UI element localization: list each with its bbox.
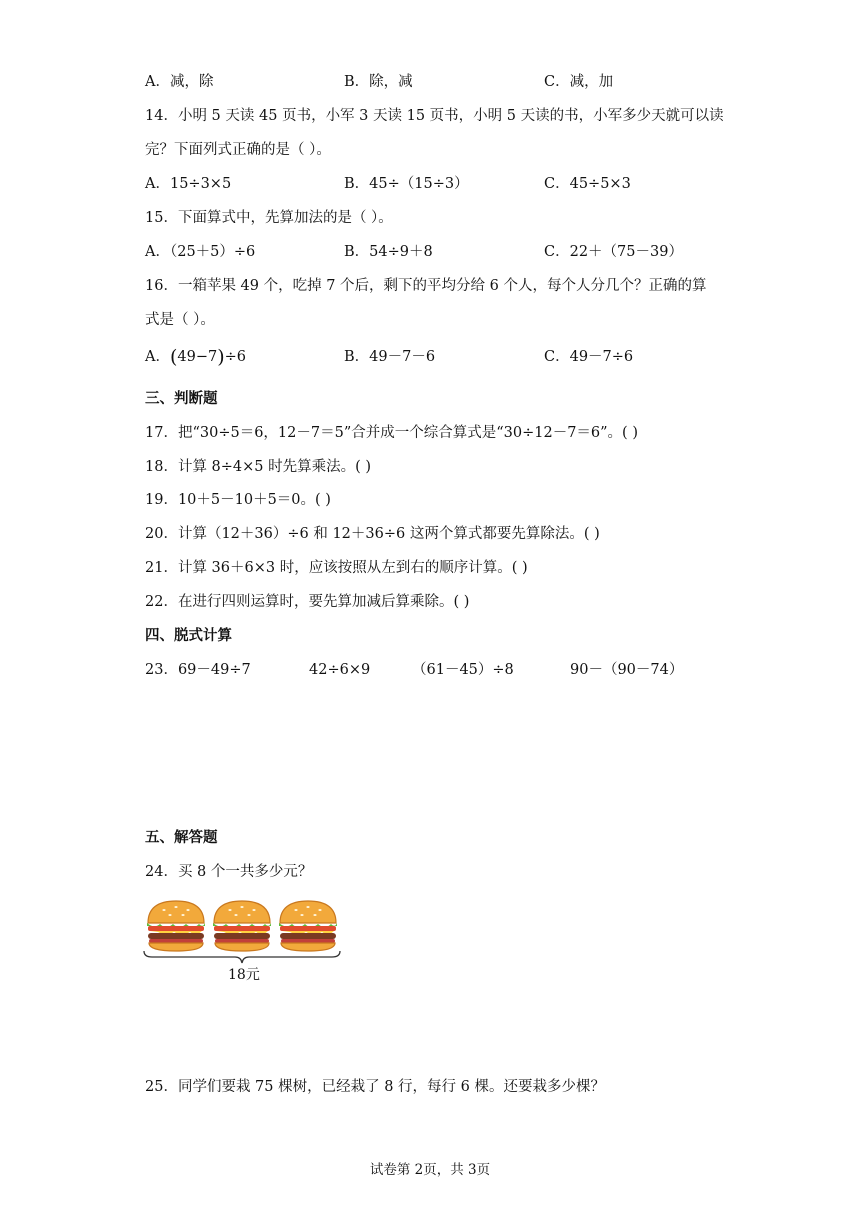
q23-item-1: 23．69－49÷7 xyxy=(145,662,251,678)
q16-option-a-tail: ÷6 xyxy=(224,349,247,365)
q16-stem-line2: 式是（ ）。 xyxy=(145,312,215,328)
q23-item-4: 90－（90－74） xyxy=(570,662,684,678)
judgment-17: 17．把“30÷5＝6，12－7＝5”合并成一个综合算式是“30÷12－7＝6”。( ) xyxy=(145,425,638,441)
q13-option-c: C．减，加 xyxy=(544,74,614,90)
q16-option-a-open-paren: ( xyxy=(169,346,178,368)
price-label: 18元 xyxy=(228,967,260,983)
section-title-judgment: 三、判断题 xyxy=(145,391,218,407)
q16-option-b: B．49－7－6 xyxy=(344,349,436,365)
q14-option-c: C．45÷5×3 xyxy=(544,176,631,192)
q16-stem-line1: 16．一箱苹果 49 个，吃掉 7 个后，剩下的平均分给 6 个人，每个人分几个？正确的算 xyxy=(145,278,707,294)
q23-item-2: 42÷6×9 xyxy=(309,662,371,678)
q15-option-a: A．（25＋5）÷6 xyxy=(145,244,256,260)
judgment-18: 18．计算 8÷4×5 时先算乘法。( ) xyxy=(145,459,372,475)
q14-stem-line2: 完？下面列式正确的是（ ）。 xyxy=(145,142,331,158)
q14-option-b: B．45÷（15÷3） xyxy=(344,176,469,192)
q13-option-b: B．除，减 xyxy=(344,74,413,90)
q16-option-a xyxy=(145,347,246,367)
q16-option-a-label: A． xyxy=(145,349,170,365)
judgment-19: 19．10＋5－10＋5＝0。( ) xyxy=(145,492,331,508)
q16-option-c: C．49－7÷6 xyxy=(544,349,634,365)
judgment-22: 22．在进行四则运算时，要先算加减后算乘除。( ) xyxy=(145,594,470,610)
q24-stem: 24．买 8 个一共多少元？ xyxy=(145,864,313,880)
q25-stem: 25．同学们要栽 75 棵树，已经栽了 8 行，每行 6 棵。还要栽多少棵？ xyxy=(145,1079,606,1095)
q15-option-b: B．54÷9＋8 xyxy=(344,244,433,260)
q16-option-a-inner: 49−7 xyxy=(177,349,218,365)
q14-stem-line1: 14．小明 5 天读 45 页书，小军 3 天读 15 页书，小明 5 天读的书，小军多少天就可以读 xyxy=(145,108,724,124)
q15-option-c: C．22＋（75－39） xyxy=(544,244,683,260)
section-title-calculation: 四、脱式计算 xyxy=(145,628,232,644)
q15-stem: 15．下面算式中，先算加法的是（ ）。 xyxy=(145,210,393,226)
judgment-21: 21．计算 36＋6×3 时，应该按照从左到右的顺序计算。( ) xyxy=(145,560,528,576)
judgment-20: 20．计算（12＋36）÷6 和 12＋36÷6 这两个算式都要先算除法。( ) xyxy=(145,526,600,542)
q14-option-a: A．15÷3×5 xyxy=(145,176,232,192)
q23-item-3: （61－45）÷8 xyxy=(412,662,514,678)
section-title-word-problems: 五、解答题 xyxy=(145,830,218,846)
q13-option-a: A．减，除 xyxy=(145,74,214,90)
page-footer: 试卷第 2页，共 3页 xyxy=(369,1162,491,1178)
q16-option-a-close-paren: ) xyxy=(217,346,225,368)
